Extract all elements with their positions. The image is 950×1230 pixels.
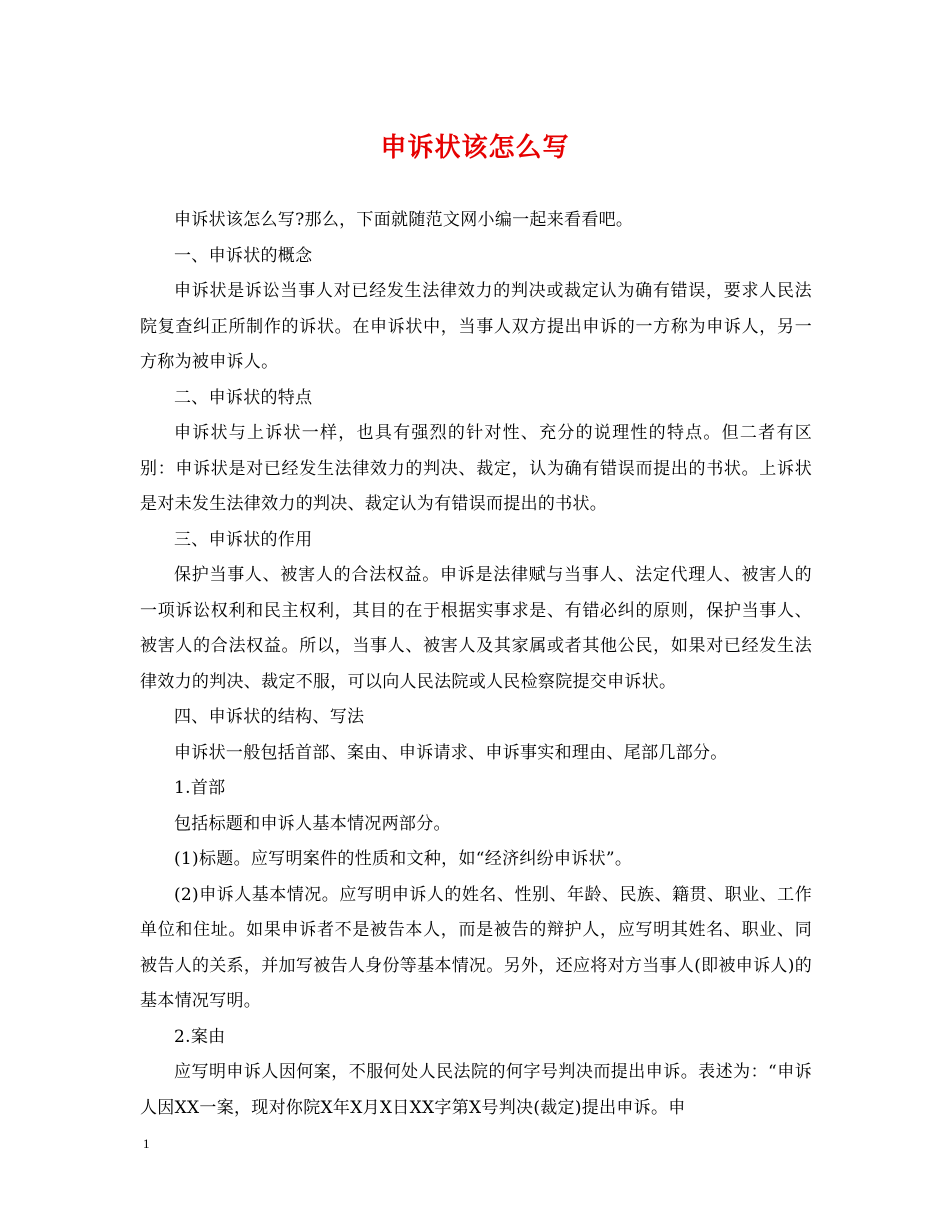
heading-concept: 一、申诉状的概念 bbox=[174, 245, 313, 266]
document-title: 申诉状该怎么写 bbox=[380, 133, 570, 163]
heading-function: 三、申诉状的作用 bbox=[174, 529, 313, 550]
heading-header-section: 1.首部 bbox=[174, 778, 226, 798]
paragraph-structure: 申诉状一般包括首部、案由、申诉请求、申诉事实和理由、尾部几部分。 bbox=[174, 742, 728, 763]
document-body bbox=[140, 203, 812, 1126]
paragraph-concept: 申诉状是诉讼当事人对已经发生法律效力的判决或裁定认为确有错误，要求人民法院复查纠正所制作的诉状。在申诉状中，当事人双方提出申诉的一方称为申诉人，另一方称为被申诉人。 bbox=[140, 281, 812, 372]
paragraph-header-section: 包括标题和申诉人基本情况两部分。 bbox=[174, 813, 451, 834]
paragraph-features: 申诉状与上诉状一样，也具有强烈的针对性、充分的说理性的特点。但二者有区别：申诉状是对已经发生法律效力的判决、裁定，认为确有错误而提出的书状。上诉状是对未发生法律效力的判决、裁定认为有错误而提出的书状。 bbox=[140, 423, 812, 514]
heading-structure: 四、申诉状的结构、写法 bbox=[174, 707, 365, 727]
heading-case-cause: 2.案由 bbox=[174, 1026, 226, 1047]
page-number: 1 bbox=[143, 1136, 150, 1151]
paragraph-appellant-info: (2)申诉人基本情况。应写明申诉人的姓名、性别、年龄、民族、籍贯、职业、工作单位和住址。如果申诉者不是被告本人，而是被告的辩护人，应写明其姓名、职业、同被告人的关系，并加写被告人身份等基本情况。另外，还应将对方当事人(即被申诉人)的基本情况写明。 bbox=[140, 884, 812, 1011]
heading-features: 二、申诉状的特点 bbox=[174, 387, 313, 408]
paragraph-case-cause: 应写明申诉人因何案，不服何处人民法院的何字号判决而提出申诉。表述为：“申诉人因XX一案，现对你院X年X月X日XX字第X号判决(裁定)提出申诉。申 bbox=[140, 1062, 812, 1118]
paragraph-function: 保护当事人、被害人的合法权益。申诉是法律赋与当事人、法定代理人、被害人的一项诉讼权利和民主权利，其目的在于根据实事求是、有错必纠的原则，保护当事人、被害人的合法权益。所以，当事人、被害人及其家属或者其他公民，如果对已经发生法律效力的判决、裁定不服，可以向人民法院或人民检察院提交申诉状。 bbox=[140, 565, 812, 692]
paragraph-intro: 申诉状该怎么写?那么，下面就随范文网小编一起来看看吧。 bbox=[174, 210, 634, 230]
paragraph-title-item: (1)标题。应写明案件的性质和文种，如“经济纠纷申诉状”。 bbox=[174, 849, 633, 869]
